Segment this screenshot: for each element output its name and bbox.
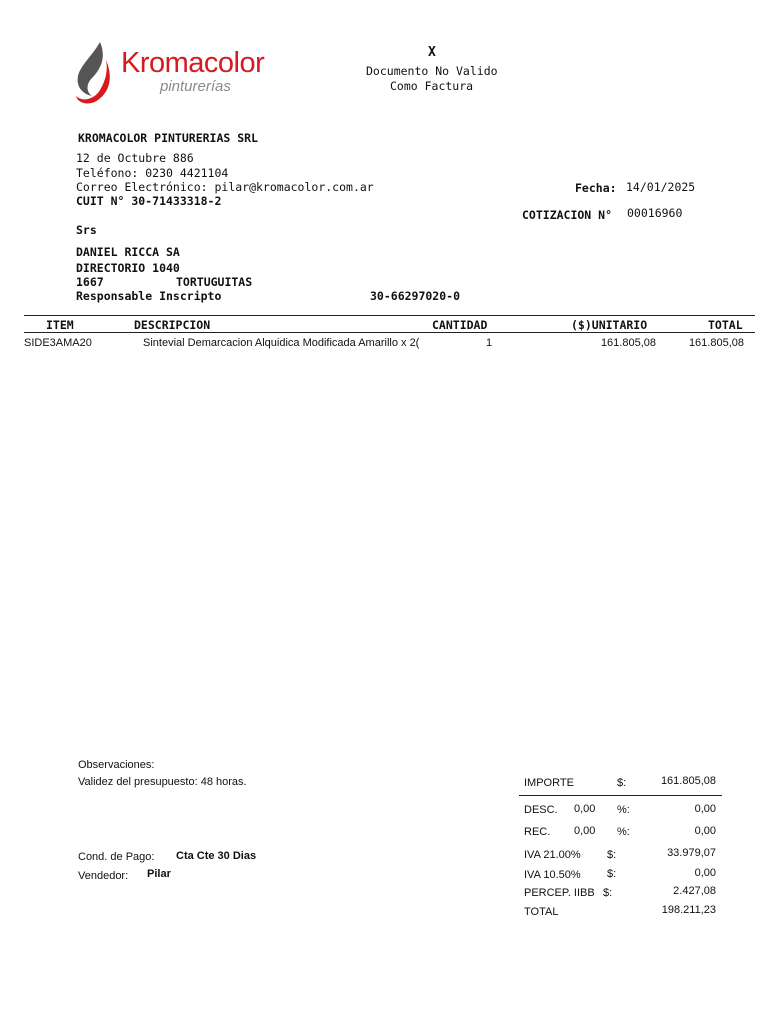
company-email: Correo Electrónico: pilar@kromacolor.com.ar	[76, 180, 374, 194]
notes-text: Validez del presupuesto: 48 horas.	[78, 776, 247, 788]
discount-rate: 0,00	[574, 803, 596, 815]
importe-label: IMPORTE	[524, 777, 574, 789]
quote-number-value: 00016960	[627, 206, 683, 220]
iva-10-5-value: 0,00	[694, 867, 716, 879]
surcharge-rate: 0,00	[574, 825, 596, 837]
client-city: TORTUGUITAS	[176, 275, 253, 289]
column-header-quantity: CANTIDAD	[432, 318, 488, 332]
perception-label: PERCEP. IIBB	[524, 887, 595, 899]
payment-terms-value: Cta Cte 30 Dias	[176, 850, 257, 862]
discount-value: 0,00	[694, 803, 716, 815]
quote-number-label: COTIZACION N°	[522, 208, 613, 222]
notes-label: Observaciones:	[78, 759, 155, 771]
iva-21-label: IVA 21.00%	[524, 849, 581, 861]
salutation: Srs	[76, 223, 97, 237]
grand-total-label: TOTAL	[524, 906, 559, 918]
grand-total-value: 198.211,23	[661, 904, 716, 916]
importe-value: 161.805,08	[660, 775, 716, 787]
iva-21-symbol: $:	[607, 849, 617, 861]
row-quantity: 1	[486, 337, 493, 349]
company-address: 12 de Octubre 886	[76, 151, 194, 165]
iva-21-value: 33.979,07	[667, 847, 716, 859]
discount-symbol: %:	[617, 804, 630, 816]
company-cuit: CUIT N° 30-71433318-2	[76, 194, 222, 208]
surcharge-value: 0,00	[694, 825, 716, 837]
column-header-description: DESCRIPCION	[134, 318, 211, 332]
kromacolor-logo	[72, 40, 287, 106]
company-name: KROMACOLOR PINTURERIAS SRL	[78, 131, 259, 145]
client-postal-code: 1667	[76, 275, 104, 289]
date-label: Fecha:	[575, 181, 617, 195]
row-total: 161.805,08	[688, 337, 744, 349]
importe-symbol: $:	[617, 777, 627, 789]
column-header-item: ITEM	[46, 318, 74, 332]
row-item-code: SIDE3AMA20	[24, 337, 92, 349]
not-invoice-text: Como Factura	[390, 79, 474, 93]
column-header-total: TOTAL	[708, 318, 743, 332]
surcharge-label: REC.	[524, 826, 551, 838]
client-tax-status: Responsable Inscripto	[76, 289, 222, 303]
row-description: Sintevial Demarcacion Alquidica Modificada Amarillo x 2(	[143, 337, 420, 349]
seller-label: Vendedor:	[78, 870, 129, 882]
document-mark: X	[428, 45, 436, 60]
table-top-rule	[24, 315, 755, 316]
client-cuit: 30-66297020-0	[370, 289, 461, 303]
date-value: 14/01/2025	[626, 180, 696, 194]
brand-subtitle: pinturerías	[160, 78, 231, 95]
client-address: DIRECTORIO 1040	[76, 261, 180, 275]
column-header-unit-price: ($)UNITARIO	[571, 318, 648, 332]
perception-value: 2.427,08	[673, 885, 716, 897]
iva-10-5-label: IVA 10.50%	[524, 869, 581, 881]
brand-name: Kromacolor	[121, 47, 265, 79]
iva-10-5-symbol: $:	[607, 868, 617, 880]
seller-value: Pilar	[147, 868, 171, 880]
table-header-rule	[24, 332, 755, 333]
totals-rule	[519, 795, 722, 796]
invalid-document-text: Documento No Valido	[366, 64, 498, 78]
paint-drop-icon	[72, 40, 118, 106]
company-phone: Teléfono: 0230 4421104	[76, 166, 229, 180]
discount-label: DESC.	[524, 804, 558, 816]
client-name: DANIEL RICCA SA	[76, 245, 180, 259]
row-unit-price: 161.805,08	[600, 337, 656, 349]
payment-terms-label: Cond. de Pago:	[78, 851, 155, 863]
surcharge-symbol: %:	[617, 826, 630, 838]
perception-symbol: $:	[603, 887, 613, 899]
